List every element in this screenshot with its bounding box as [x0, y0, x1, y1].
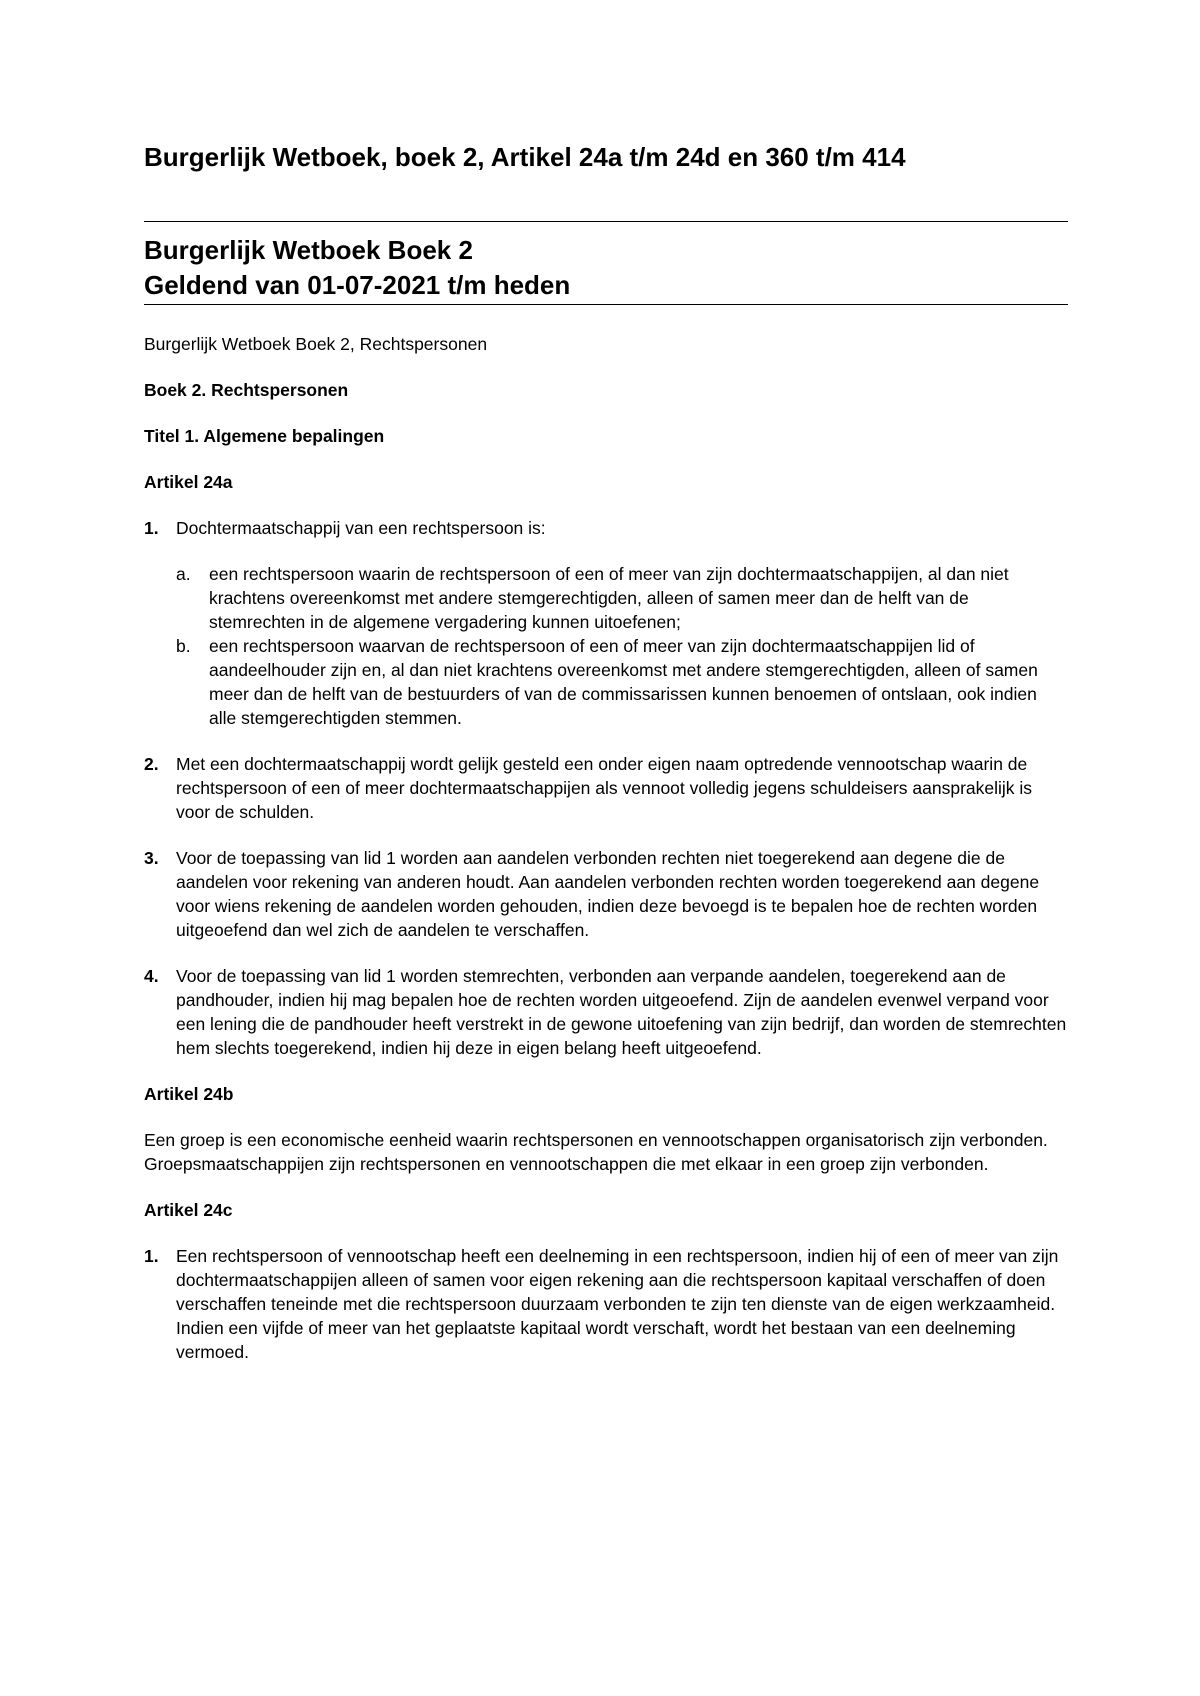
sub-list-item: [176, 562, 1068, 634]
divider-top: [144, 221, 1068, 222]
sub-list-item: [176, 634, 1068, 730]
item-number: 1.: [144, 518, 159, 538]
article-24b-heading: Artikel 24b: [144, 1084, 234, 1104]
divider-bottom: [144, 304, 1068, 305]
sub-item-letter: b.: [176, 636, 191, 656]
article-24c-heading: Artikel 24c: [144, 1200, 233, 1220]
list-item: [144, 964, 1068, 1060]
regulation-name: Burgerlijk Wetboek Boek 2: [144, 235, 473, 265]
article-24a-heading: Artikel 24a: [144, 472, 233, 492]
list-item: [144, 1244, 1068, 1364]
item-text: Dochtermaatschappij van een rechtspersoon is:: [176, 518, 546, 538]
title-heading: Titel 1. Algemene bepalingen: [144, 426, 385, 446]
validity-period: Geldend van 01-07-2021 t/m heden: [144, 270, 571, 300]
item-text: Een rechtspersoon of vennootschap heeft een deelneming in een rechtspersoon, indien hij of een of meer van zijn dochtermaatschappijen alleen of samen voor eigen rekening aan die rechtspersoon kapitaal verschaffen of doen verschaffen teneinde met die rechtspersoon duurzaam verbonden te zijn ten dienste van de eigen werkzaamheid. Indien een vijfde of meer van het geplaatste kapitaal wordt verschaft, wordt het bestaan van een deelneming vermoed.: [176, 1246, 1059, 1362]
list-item: [144, 516, 1068, 730]
intro-line: Burgerlijk Wetboek Boek 2, Rechtspersonen: [144, 334, 488, 354]
article-24c-list: [144, 1244, 1068, 1364]
item-number: 2.: [144, 754, 159, 774]
article-24a-list: [144, 516, 1068, 1060]
regulation-heading: [144, 233, 570, 303]
sub-item-text: een rechtspersoon waarvan de rechtspersoon of een of meer van zijn dochtermaatschappijen lid of aandeelhouder zijn en, al dan niet krachtens overeenkomst met andere stemgerechtigden, alleen of samen meer dan de helft van de bestuurders of van de commissarissen kunnen benoemen of ontslaan, ook indien alle stemgerechtigden stemmen.: [209, 636, 1038, 728]
item-number: 4.: [144, 966, 159, 986]
item-text: Met een dochtermaatschappij wordt gelijk gesteld een onder eigen naam optredende vennootschap waarin de rechtspersoon of een of meer dochtermaatschappijen als vennoot volledig jegens schuldeisers aansprakelijk is voor de schulden.: [176, 754, 1033, 822]
item-number: 3.: [144, 848, 159, 868]
item-text: Voor de toepassing van lid 1 worden stemrechten, verbonden aan verpande aandelen, toegerekend aan de pandhouder, indien hij mag bepalen hoe de rechten worden uitgeoefend. Zijn de aandelen evenwel verpand voor een lening die de pandhouder heeft verstrekt in de gewone uitoefening van zijn bedrijf, dan worden de stemrechten hem slechts toegerekend, indien hij deze in eigen belang heeft uitgeoefend.: [176, 966, 1067, 1058]
item-number: 1.: [144, 1246, 159, 1266]
list-item: [144, 752, 1068, 824]
article-24b-text: Een groep is een economische eenheid waarin rechtspersonen en vennootschappen organisatorisch zijn verbonden. Groepsmaatschappijen zijn rechtspersonen en vennootschappen die met elkaar in een groep zijn verbonden.: [144, 1130, 1048, 1174]
sub-item-letter: a.: [176, 564, 191, 584]
document-title: Burgerlijk Wetboek, boek 2, Artikel 24a t/m 24d en 360 t/m 414: [144, 142, 906, 172]
document-body: [144, 332, 1068, 1386]
sub-list: [176, 562, 1068, 730]
item-text: Voor de toepassing van lid 1 worden aan aandelen verbonden rechten niet toegerekend aan degene die de aandelen voor rekening van anderen houdt. Aan aandelen verbonden rechten worden toegerekend aan degene voor wiens rekening de aandelen worden gehouden, indien deze bevoegd is te bepalen hoe de rechten worden uitgeoefend dan wel zich de aandelen te verschaffen.: [176, 848, 1040, 940]
sub-item-text: een rechtspersoon waarin de rechtspersoon of een of meer van zijn dochtermaatschappijen, al dan niet krachtens overeenkomst met andere stemgerechtigden, alleen of samen meer dan de helft van de stemrechten in de algemene vergadering kunnen uitoefenen;: [209, 564, 1009, 632]
book-heading: Boek 2. Rechtspersonen: [144, 380, 349, 400]
list-item: [144, 846, 1068, 942]
